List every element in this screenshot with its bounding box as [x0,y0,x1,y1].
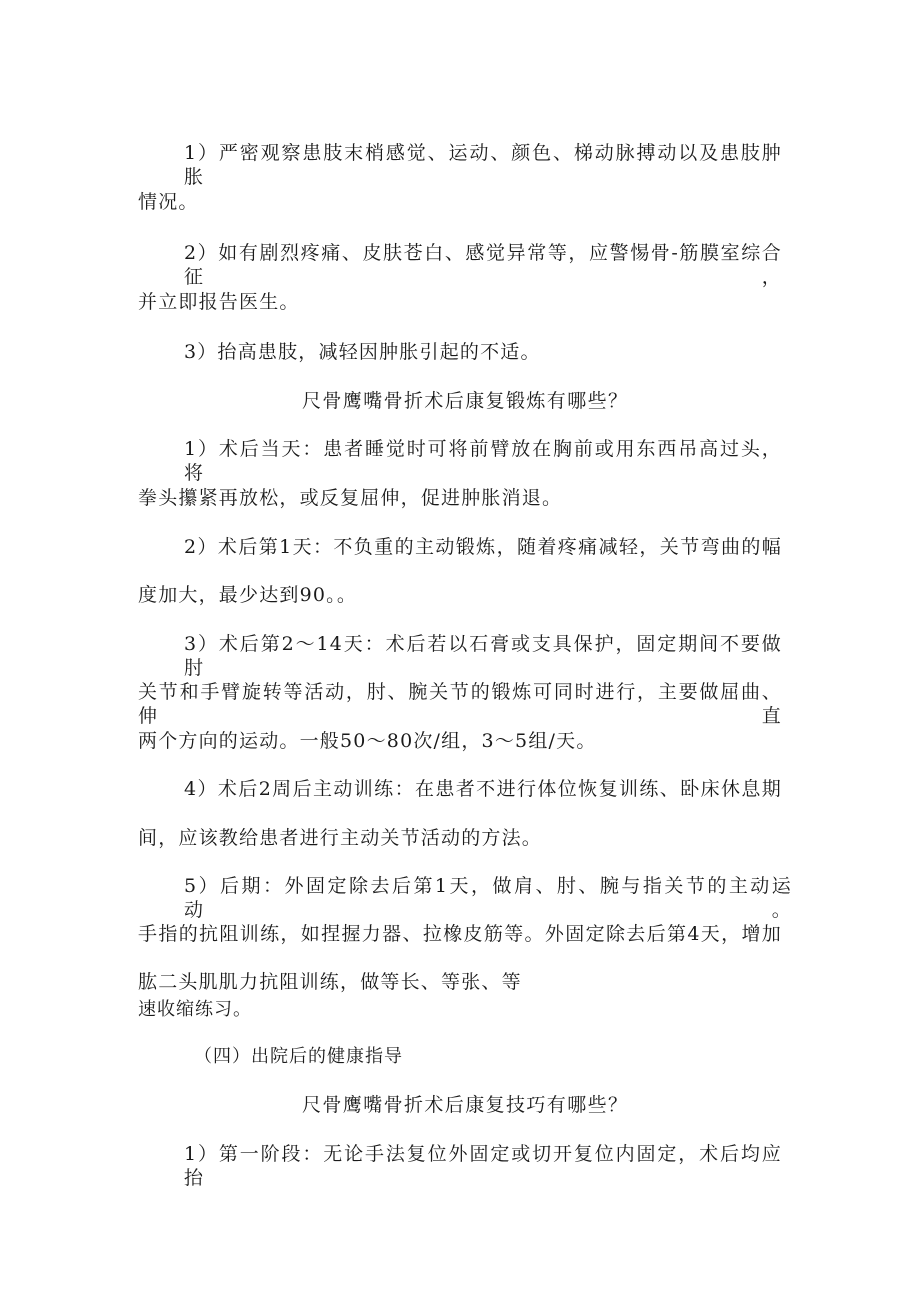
para1-line2: 情况。 [138,191,199,213]
para2-line2: 并立即报告医生。 [138,291,300,313]
section-heading-rehab-exercise: 尺骨鹰嘴骨折术后康复锻炼有哪些？ [302,390,629,412]
para7-line2: 间，应该教给患者进行主动关节活动的方法。 [138,827,543,849]
para7-line1: 4）术后2周后主动训练：在患者不进行体位恢复训练、卧床休息期 [184,778,782,800]
para3-line1: 3）抬高患肢，减轻因肿胀引起的不适。 [184,341,541,363]
para9-line1: 1）第一阶段：无论手法复位外固定或切开复位内固定，术后均应抬 [184,1143,782,1189]
para5-line1: 2）术后第1天：不负重的主动锻炼，随着疼痛减轻，关节弯曲的幅 [184,536,782,558]
para6-line3: 两个方向的运动。一般50～80次/组，3～5组/天。 [138,730,597,752]
para5-line2: 度加大，最少达到90。。 [138,584,358,606]
section-heading-rehab-tips: 尺骨鹰嘴骨折术后康复技巧有哪些？ [302,1094,629,1116]
para8-line1: 5）后期：外固定除去后第1天，做肩、肘、腕与指关节的主动运动。 [184,875,792,921]
para8-line3: 肱二头肌肌力抗阻训练，做等长、等张、等 [138,971,522,993]
para1-line1: 1）严密观察患肢末梢感觉、运动、颜色、梯动脉搏动以及患肢肿胀 [184,142,782,188]
para6-line1: 3）术后第2～14天：术后若以石膏或支具保护，固定期间不要做肘 [184,633,782,679]
para6-line2: 关节和手臂旋转等活动，肘、腕关节的锻炼可同时进行，主要做屈曲、伸直 [138,681,782,727]
para2-line1: 2）如有剧烈疼痛、皮肤苍白、感觉异常等，应警惕骨-筋膜室综合征， [184,242,782,288]
section-four-heading: （四）出院后的健康指导 [194,1046,403,1067]
para4-line1: 1）术后当天：患者睡觉时可将前臂放在胸前或用东西吊高过头，将 [184,438,782,484]
para8-line2: 手指的抗阻训练，如捏握力器、拉橡皮筋等。外固定除去后第4天，增加 [138,923,782,945]
para8-line4: 速收缩练习。 [138,999,252,1020]
para4-line2: 拳头攥紧再放松，或反复屈伸，促进肿胀消退。 [138,487,563,509]
